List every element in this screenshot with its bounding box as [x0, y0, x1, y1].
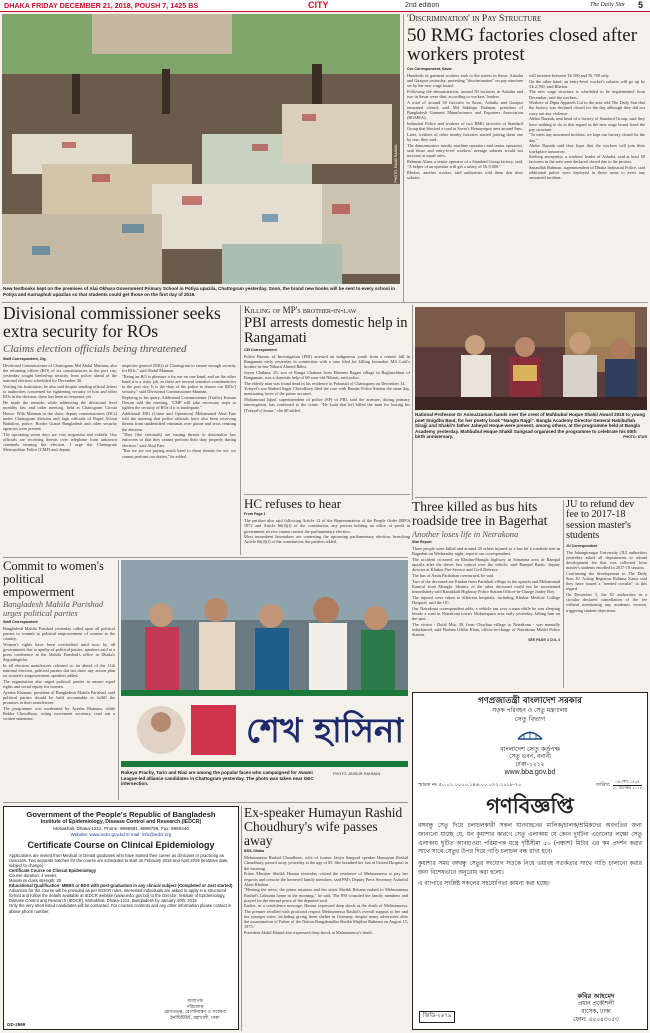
bba-title: গণবিজ্ঞপ্তি	[486, 794, 574, 819]
bus-para: The accident occurred on Khulna-Mongla highway in Sonatona area of Rampal upazila after the driver lost control over the vehicle, said Rampal Barlic, deputy director at Khulna Fire Service and Civil Defence.	[412, 557, 560, 573]
humayun-para: Prime Minister Sheikh Hasina yesterday visited the residence of Mehrunnessa to pay her respects and console the bereaved family members, said PM's Deputy Press Secretary Ashraful Alam Khokan.	[244, 871, 408, 887]
award-photo-art	[415, 307, 647, 410]
bus-para: The victim - Dulal Mia, 30, from Chuchua village in Netrakona - was mentally imbalanced, said Borhan Uddin Khan, officer-in-charge of Netrakona Model Police Station.	[412, 621, 560, 638]
campaign-photo-credit: PHOTO: ANISUR RAHMAN	[333, 772, 381, 776]
iedcr-website: Website: www.iedcr.gov.bd E-mail: info@iedcr.org	[70, 831, 172, 837]
bridge-logo-icon	[517, 724, 543, 744]
campaign-photo	[121, 560, 408, 767]
pbi-byline: CEI Correspondent	[244, 347, 277, 352]
women-para: Women's rights have been overlooked until now by all governments due to apathy of political parties, speakers said at a press conference at the Mahila Parishad's office in Dhaka's Segunbagicha.	[3, 641, 115, 663]
divisional-para: "They [the criminals] are issuing threats to demoralise law enforcers so that they cannot perform their duty properly during election," said Abul Faiz.	[122, 432, 236, 448]
iedcr-address: Mohakhali, Dhaka-1212, Phone: 9898691, 9898796, Fax: 9880440	[53, 825, 189, 831]
bus-para: The injured were taken to different hospitals, including Khulna Medical College Hospital, said the OC.	[412, 594, 560, 606]
iedcr-line: Only the very short listed candidates will be contacted. For courses contents and any other information please contact in above phone number.	[9, 903, 232, 914]
iedcr-line: Course duration: 4 weeks	[9, 872, 57, 878]
bba-phone: ফোন: ৫৫০৪৩০৫৩	[573, 1017, 619, 1023]
textbooks-caption: New textbooks kept on the premises of Alai Okhara Government Primary School in Potiya upazila, Chattogram yesterday. Soon, the brand new books will be sent to every school in Potiya and Karnaphuli upazilas so that students could get those on the first day of 2019.	[3, 286, 396, 297]
bba-website: www.bba.gov.bd	[504, 769, 556, 776]
hc-story	[244, 497, 410, 555]
bus-story	[412, 500, 560, 688]
divisional-col2	[122, 363, 236, 459]
divisional-para: He made the remarks while addressing the divisional level monthly law and order meeting, held at Chattogram Circuit House. With Mannan in the chair, deputy commissioners (DCs) under Chattogram division and high officials of Rapid Action Battalion, police, Border Guard Bangladesh and other security agencies were present.	[3, 400, 117, 431]
hc-headline: HC refuses to hear	[244, 497, 342, 511]
bba-ad	[412, 692, 648, 1030]
hc-para: Most incumbent lawmakers are contesting the upcoming parliamentary election, breaching Article 66(2)(f) of the constitution, the petition added.	[244, 534, 410, 545]
bba-date-bn1: ০৬ পৌষ ১৪২৫	[613, 780, 642, 786]
bba-authority: বাংলাদেশ সেতু কর্তৃপক্ষ	[500, 745, 560, 753]
bus-para: Two of the deceased are Emdan from Paribhali village in the upazila and Mohammad Kamrul from Mongla. Identity of the other deceased could not be ascertained immediately said Kanakkali Highway Police Station Officer-in-Charge Jaidey Roy.	[412, 578, 560, 595]
ju-body	[566, 550, 647, 613]
divisional-para: Replying to his query, Additional Commissioner (Traffic) Kusum Dewan told the meeting, "CMP will take necessary steps to tighten the security of ROs if it is inadequate."	[122, 395, 236, 411]
divider-right-photo	[415, 497, 647, 498]
bus-body	[412, 546, 560, 643]
iedcr-line: Advances for the course will be provided as per IEDCR rules. Interested individuals are asked to apply in a structured format and follow the details available at IEDCR website (www.iedcr.gov.bd) to the Director, Institute of Epidemiology, Disease Control and Research (IEDCR), Mohakhali, Dhaka-1212, Bangladesh by January 10th, 2019	[9, 888, 227, 904]
women-para: Bangladesh Mahila Parishad yesterday called upon all political parties to commit to political empowerment of women in the country.	[3, 625, 115, 641]
iedcr-signoff: অধ্যাপক পরিচালক রোগতত্ত্ব, রোগনিয়ন্ত্রণ ও গবেষণা ইনস্টিটিউট, মহাখালী, ঢাকা	[163, 999, 227, 1021]
humayun-body	[244, 855, 408, 935]
rmg-para: On the other hand, an entry-level worker's salaries will go up by Tk 2,700, said Rhelon.	[529, 78, 645, 89]
rmg-byline: Our Correspondent, Savar	[407, 66, 452, 71]
bus-jump: SEE PAGE 4 COL 3	[528, 638, 560, 642]
campaign-banner-text: শেখ হাসিনা	[246, 711, 405, 751]
humayun-para: Earlier, in a condolence message, Hasina expressed deep shock at the death of Mehrunnessa. The premier recalled with profound respect Mehrunnessa Rashid's overall support to her and her younger sister, including giving them shelter in Germany, despite many adversities after the assassination of Father of the Nation Bangabandhu Sheikh Mujibur Rahman on August 15, 1975.	[244, 903, 408, 930]
iedcr-title: Certificate Course on Clinical Epidemiology	[27, 839, 215, 850]
humayun-para: "Hearing the news, the prime minister and her sister Sheikh Rehana rushed to Mehrunnessa Rashid's Lalmatia home in the morning," he said. The PM consoled the family members and prayed for the eternal peace of the departed soul.	[244, 887, 408, 903]
rmg-col1	[407, 73, 523, 181]
hc-para: The petition also said following Article 12 of the Representation of the People Order (RPO) 1972 and Article 66(2)(f) of the constitution, any person holding an office of profit in government service cannot contest the parliamentary election.	[244, 518, 410, 534]
masthead	[0, 0, 650, 12]
divisional-subhead: Claims election officials being threatened	[3, 342, 187, 355]
rmg-para: Abdur Razzak said they hope that the workers will join their workplace tomorrow.	[529, 143, 645, 154]
divider-mid-bottom	[3, 802, 408, 803]
iedcr-code: GD-2669	[7, 1022, 26, 1027]
pbi-body	[244, 354, 410, 413]
rmg-story	[407, 14, 647, 302]
pbi-para: Mohammad Iqbal, superintendent of police (SP) of PBI, said the arrestee, during primary interrogation, has confessed to the crime. "He [said that he] killed the man for looting his [Tofayel's] house," the SP added.	[244, 397, 410, 413]
pbi-kicker: Killing of MP's brother-in-law	[244, 305, 357, 315]
divisional-para: Divisional Commissioner of Chattogram Md Abdul Mannan, also the returning officer (RO) of six constituencies in the port city, yesterday sought beefed-up security from police ahead of the national election, scheduled for December 30.	[3, 362, 117, 384]
ju-para: On December 5, the JU authorities in a circular declared cancellation of the fee without mentioning any academic session, triggering student objections.	[566, 592, 647, 613]
bus-para: Our Netrakona correspondent adds, a vehicle ran over a man while he was sleeping beside a road in Netrakona town's Mokteerpara area early yesterday, killing him on the spot.	[412, 605, 560, 622]
bba-division: সেতু বিভাগ	[514, 715, 546, 723]
divider-rmg	[403, 14, 404, 302]
rmg-para: Abdur Razzak, unit head of a factory of Standard Group, said they have nothing to do in this regard as the new wage board fixed the pay structure.	[529, 116, 645, 132]
bba-body: বঙ্গবন্ধু সেতু দিয়ে চলাচলকারী সকল যানবাহনের মালিক/চালক/শ্রমিকদের অবগতির জন্য জানানো যাচ্ছে যে, ঘন কুয়াশার কারণে সেতু এলাকায় যে কোন দুর্ঘটনা এড়ানোর লক্ষ্যে সেতু এলাকায় ছুটিত আবহাওয়া পরিমাপক যন্ত্রে দৃষ্টিসীমা ৫০ (পঞ্চাশ) মিটার এর কম প্রদর্শন করার সাথে সাথে সেতুর উপর দিয়ে গাড়ি চলাচল বন্ধ রাখা হবে।	[418, 823, 642, 856]
pbi-para: The elderly man was found dead in his residence in Pahartali of Chattogram on December 14.	[244, 380, 406, 386]
rmg-para: The demonstrators mostly machine operators and senior operators, said those and entry-level workers' average salaries would not increase at equal rates.	[407, 142, 523, 159]
award-photo	[415, 307, 647, 410]
divisional-para: Additional DIG (Crime and Operation) Mohammed Abul Faiz told the meeting that police officials have also been receiving threats from unidentified criminals over phone and texts centring the election.	[122, 411, 236, 432]
women-para: The organisation also urged political parties to ensure equal rights and social equity for women.	[3, 678, 115, 690]
divider-women-photo	[118, 560, 119, 800]
bus-byline: Star Report	[412, 540, 432, 545]
bba-code: জিডি-২৬৭৯	[419, 1011, 455, 1023]
ju-story	[566, 500, 647, 688]
page-number: 5	[638, 0, 644, 10]
ju-byline: JU Correspondent	[566, 543, 598, 548]
section-label: CITY	[308, 0, 329, 10]
bba-body: এ ব্যাপারে সংশ্লিষ্ট সকলের সহযোগিতা কামনা করা হচ্ছে।	[418, 881, 550, 888]
divisional-headline: Divisional commissioner seeks extra security for ROs	[3, 305, 221, 341]
bba-date-label: তারিখ:	[596, 782, 611, 789]
women-subhead: Bangladesh Mahila Parishad urges political parties	[3, 599, 104, 618]
women-para: Ayesha Khanam, president of Bangladesh Mahila Parishad, said political parties should be held accountable to fulfill the promises in their manifestoes.	[3, 689, 115, 706]
bba-body: কুয়াশার সময় বঙ্গবন্ধু সেতুর সংযোগ সড়কে নিয়ে ভয়াবহ সতর্কতার সাথে গাড়ি চালানো করার জন্য বিশেষভাবে অনুরোধ করা হলো।	[418, 861, 642, 876]
rmg-headline: 50 RMG factories closed after workers protest	[407, 25, 638, 66]
pbi-para: Joyen Chakma, 25, son of Ranga Chakma from Ebeneni Bagan village in Baghaichhari of Rangamati, was a domestic help of 60-year-old Nibarit, said police.	[244, 369, 410, 380]
iedcr-ad	[3, 806, 239, 1030]
rmg-col2	[529, 73, 645, 181]
humayun-para: Mehrunnessa Rashid Choudhury, wife of former Jatiya Sangsad speaker Humayun Rashid Choudhury, passed away yesterday at the age of 85. She breathed her last at United Hospital in the morning.	[244, 855, 408, 871]
masthead-logo: The Daily Star	[590, 2, 626, 8]
edition-label: 2nd edition	[405, 1, 440, 9]
rmg-para: "To meet any unwanted incident, we kept our factory closed for the day."	[529, 132, 645, 143]
humayun-story	[244, 806, 408, 1031]
divider-pbi-hc	[244, 494, 410, 495]
iedcr-line: Applications are invited from Medical or Dental graduates who have started their career as clinicians or practicing as clinicians. Two separate batches for the course are scheduled to start on February 2019 and April 2019 (tentative date, subject to change)	[9, 852, 229, 868]
hc-body	[244, 518, 410, 544]
rmg-para: A total of around 50 factories in Savar, Ashulia and Gazipur remained closed, said Md Siddiqur Rahman, president of Bangladesh Garment Manufacturers and Exporters Association (BGMEA).	[407, 99, 523, 121]
divider-top	[2, 302, 648, 303]
bba-signer-title: প্রধান প্রকৌশলী	[577, 1001, 615, 1007]
divider-ad-humayun	[241, 806, 242, 1031]
divisional-para: "But we are not paying much heed to those threats for we, we cannot perform our duties," he added.	[122, 448, 236, 459]
divider-div-pbi	[240, 305, 241, 555]
divider-bus-ju	[563, 500, 564, 688]
women-headline: Commit to women's political empowerment	[3, 560, 104, 599]
textbooks-photo-credit: PHOTO: RAJIB RAIHAN	[394, 144, 398, 183]
bus-para: Three people were killed and around 20 others injured as a bus hit a roadside tree in Bagerhat on Wednesday night, reports our correspondent.	[412, 546, 560, 557]
award-caption-text: National Professor Dr Anisuzzaman hands over the crest of Mahbubul Hoque Shakil Award 2018 to young poet Snigdha Baul, for her poetry book "Nangta Rajgi". Bangla Academy Director General Habibullah Sirajji and Shakil's father Jaheyul Hoque were present, among others, at the programme held at Bangla Academy yesterday. Mahbubul Hoque Shakil Sangsad organised the programme to celebrate his 50th birth anniversary.	[415, 412, 646, 440]
divisional-para: The upcoming seven days are very important and volatile. Our officials are receiving threats over telephone from unknown criminals terming the election. I urge the Chattogram Metropolitan Police (CMP) and deputy	[3, 431, 117, 453]
rmg-para: The new wage structure is scheduled to be implemented from December, said the workers.	[529, 89, 645, 100]
ju-para: Confirming the development to The Daily Star, JU Acting Registrar Rahima Kanis said they have issued a "needed circular" in this regard.	[566, 570, 647, 592]
hc-byline: From Page 1	[244, 512, 266, 517]
pbi-para: Tofayel's son Shahed Sagar Chowdhury filed the case with Bandar Police Station the same day, mentioning loves of the prime accused.	[244, 386, 410, 397]
pbi-para: Police Bureau of Investigation (PBI) arrested an indigenous youth from a remote hill in Rangamati early yesterday in connection with a case filed for killing lawmaker MA Latif's brother-in-law Nibarit Ahmed Babu.	[244, 353, 410, 369]
bba-signer: কবির আহমেদ	[577, 992, 615, 1000]
rmg-para: Rhelon, another worker, said authorities told them that their salaries	[407, 169, 523, 180]
rmg-para: Workers of Dipta Apparels Ltd in the area told The Daily Star that the factory was declared closed for the day although they did not carry out any violence.	[529, 100, 645, 116]
rmg-para: Rehman Alam, a senior operator of a Standard Group factory, said, "A helper of an operator will get a salary of Tk 8,000."	[407, 158, 523, 169]
divisional-para: inspector general (DIG) of Chattogram to ensure enough security for ROs," said Abdul Mannan.	[122, 362, 236, 374]
iedcr-institute: Institute of Epidemiology, Disease Control and Research (IEDCR)	[40, 819, 202, 825]
divisional-para: "Being an RO is pleasure a for me on one hand, and on the other hand it is a risky job, as there are several sensitive constituencies in the port city. It is the duty of the police to ensure our [ROs'] security," said Divisional Commissioner Mannan.	[122, 373, 236, 395]
bba-city: ঢাকা-১২১২	[515, 760, 545, 768]
divisional-col1	[3, 363, 117, 459]
award-caption	[415, 412, 647, 441]
award-photo-credit: PHOTO: STAR	[623, 435, 647, 440]
women-para: In all election manifestoes released so far ahead of the 11th national election, political parties did not draw any action plan on women's empowerment, speakers added.	[3, 662, 115, 679]
rmg-para: Hundreds of garment workers took to the streets in Savar, Ashulia and Gazipur yesterday, protesting "discrimination" on pay structure set by the new wage board.	[407, 72, 523, 89]
ju-headline: JU to refund dev fee to 2017-18 session master's students	[566, 500, 635, 542]
bba-signer-dept: বাসেক, ঢাকা	[581, 1009, 611, 1015]
divisional-para: Voicing his frustration, he also said despite sending official letters to authorities concerned for tightening security of him and other ROs in the division, there has been no response yet.	[3, 384, 117, 400]
rmg-para: Seeking anonymity, a workers' leader of Ashulia, said at least 50 factories in the area were declared closed due to the protest.	[529, 154, 645, 165]
iedcr-org: Government of the People's Republic of Bangladesh	[26, 810, 216, 819]
divisional-story	[3, 305, 237, 555]
bus-para: The bus of Amin Paribahan overturned, he said.	[412, 573, 495, 579]
bba-govt: গণপ্রজাতন্ত্রী বাংলাদেশ সরকার	[478, 696, 582, 706]
ju-para: The Jahangirnagar University (JU) authorities yesterday asked all departments to refund development fee that was collected from master's students enrolled in 2017-18 session.	[566, 549, 647, 571]
bus-headline: Three killed as bus hits roadside tree in Bagerhat	[412, 500, 548, 528]
rmg-para: Later, workers of other nearby factories started joining them one by one, they said.	[407, 131, 523, 142]
women-story	[3, 560, 115, 800]
pbi-story	[244, 305, 410, 493]
humayun-para: President Abdul Hamid also expressed deep shock at Mehrunnessa's death.	[244, 929, 373, 935]
divider-pbi-right	[412, 305, 413, 500]
bba-date-bn2: ২০ ডিসেম্বর ২০১৮	[612, 784, 642, 790]
rmg-para: Sanaullah Rahman, superintendent of Dhaka Industrial Police, said additional police were deployed in those areas to avert any unwanted incident.	[529, 165, 645, 181]
bus-subhead: Another loses life in Netrakona	[412, 528, 519, 539]
bba-memo: স্মারক নং ৫০.০১.০০০০.১৪৬.০০.০৭২.২০১৮-৭০	[418, 782, 522, 789]
bba-building: সেতু ভবন, বনানী	[509, 753, 551, 760]
women-body	[3, 626, 115, 722]
rmg-para: Industrial Police and workers of two RMG factories of Standard Group that blocked a road in Savar's Hemayetpur area around 9am.	[407, 120, 523, 132]
masthead-date: DHAKA FRIDAY DECEMBER 21, 2018, POUSH 7, 1425 BS	[4, 1, 199, 10]
iedcr-line: Educational Qualification: MBBS or BDS with post-graduation in any clinical subject (Completed or Just started)	[9, 883, 233, 889]
pbi-headline: PBI arrests domestic help in Rangamati	[244, 315, 408, 346]
divider-div-women	[3, 557, 408, 558]
iedcr-line: Maximum class strength: 20	[9, 877, 62, 883]
divisional-byline: Staff Correspondent, Ctg	[3, 356, 46, 361]
humayun-byline: BSS, Dhaka	[244, 849, 265, 854]
humayun-headline: Ex-speaker Humayun Rashid Choudhury's wife passes away	[244, 806, 403, 848]
rmg-para: will increase between Tk 500 and Tk 700 only.	[529, 72, 610, 78]
women-para: The programme was moderated by Ayesha Khanam, while Rekha Chowdhury, acting movement secretary, read out a written statement.	[3, 705, 115, 722]
iedcr-line: Certificate Course on Clinical Epidemiology	[9, 867, 97, 873]
campaign-caption: Rokeya Prachy, Tarin and Riaz are among the popular faces who campaigned for Awami League-led alliance candidates in Chattogram yesterday. The photo was taken near GEC intersection.	[121, 770, 314, 787]
textbooks-photo-art	[2, 14, 400, 284]
textbooks-photo	[2, 14, 400, 284]
women-byline: Staff Correspondent	[3, 619, 38, 624]
rmg-para: Following the demonstration, around 50 factories in Ashulia and two in Savar were shut, according to workers' leaders.	[407, 88, 523, 99]
bba-ministry: সড়ক পরিবহন ও সেতু মন্ত্রণালয়	[492, 707, 568, 714]
rmg-kicker: 'Discrimination' in Pay Structure	[407, 14, 542, 24]
